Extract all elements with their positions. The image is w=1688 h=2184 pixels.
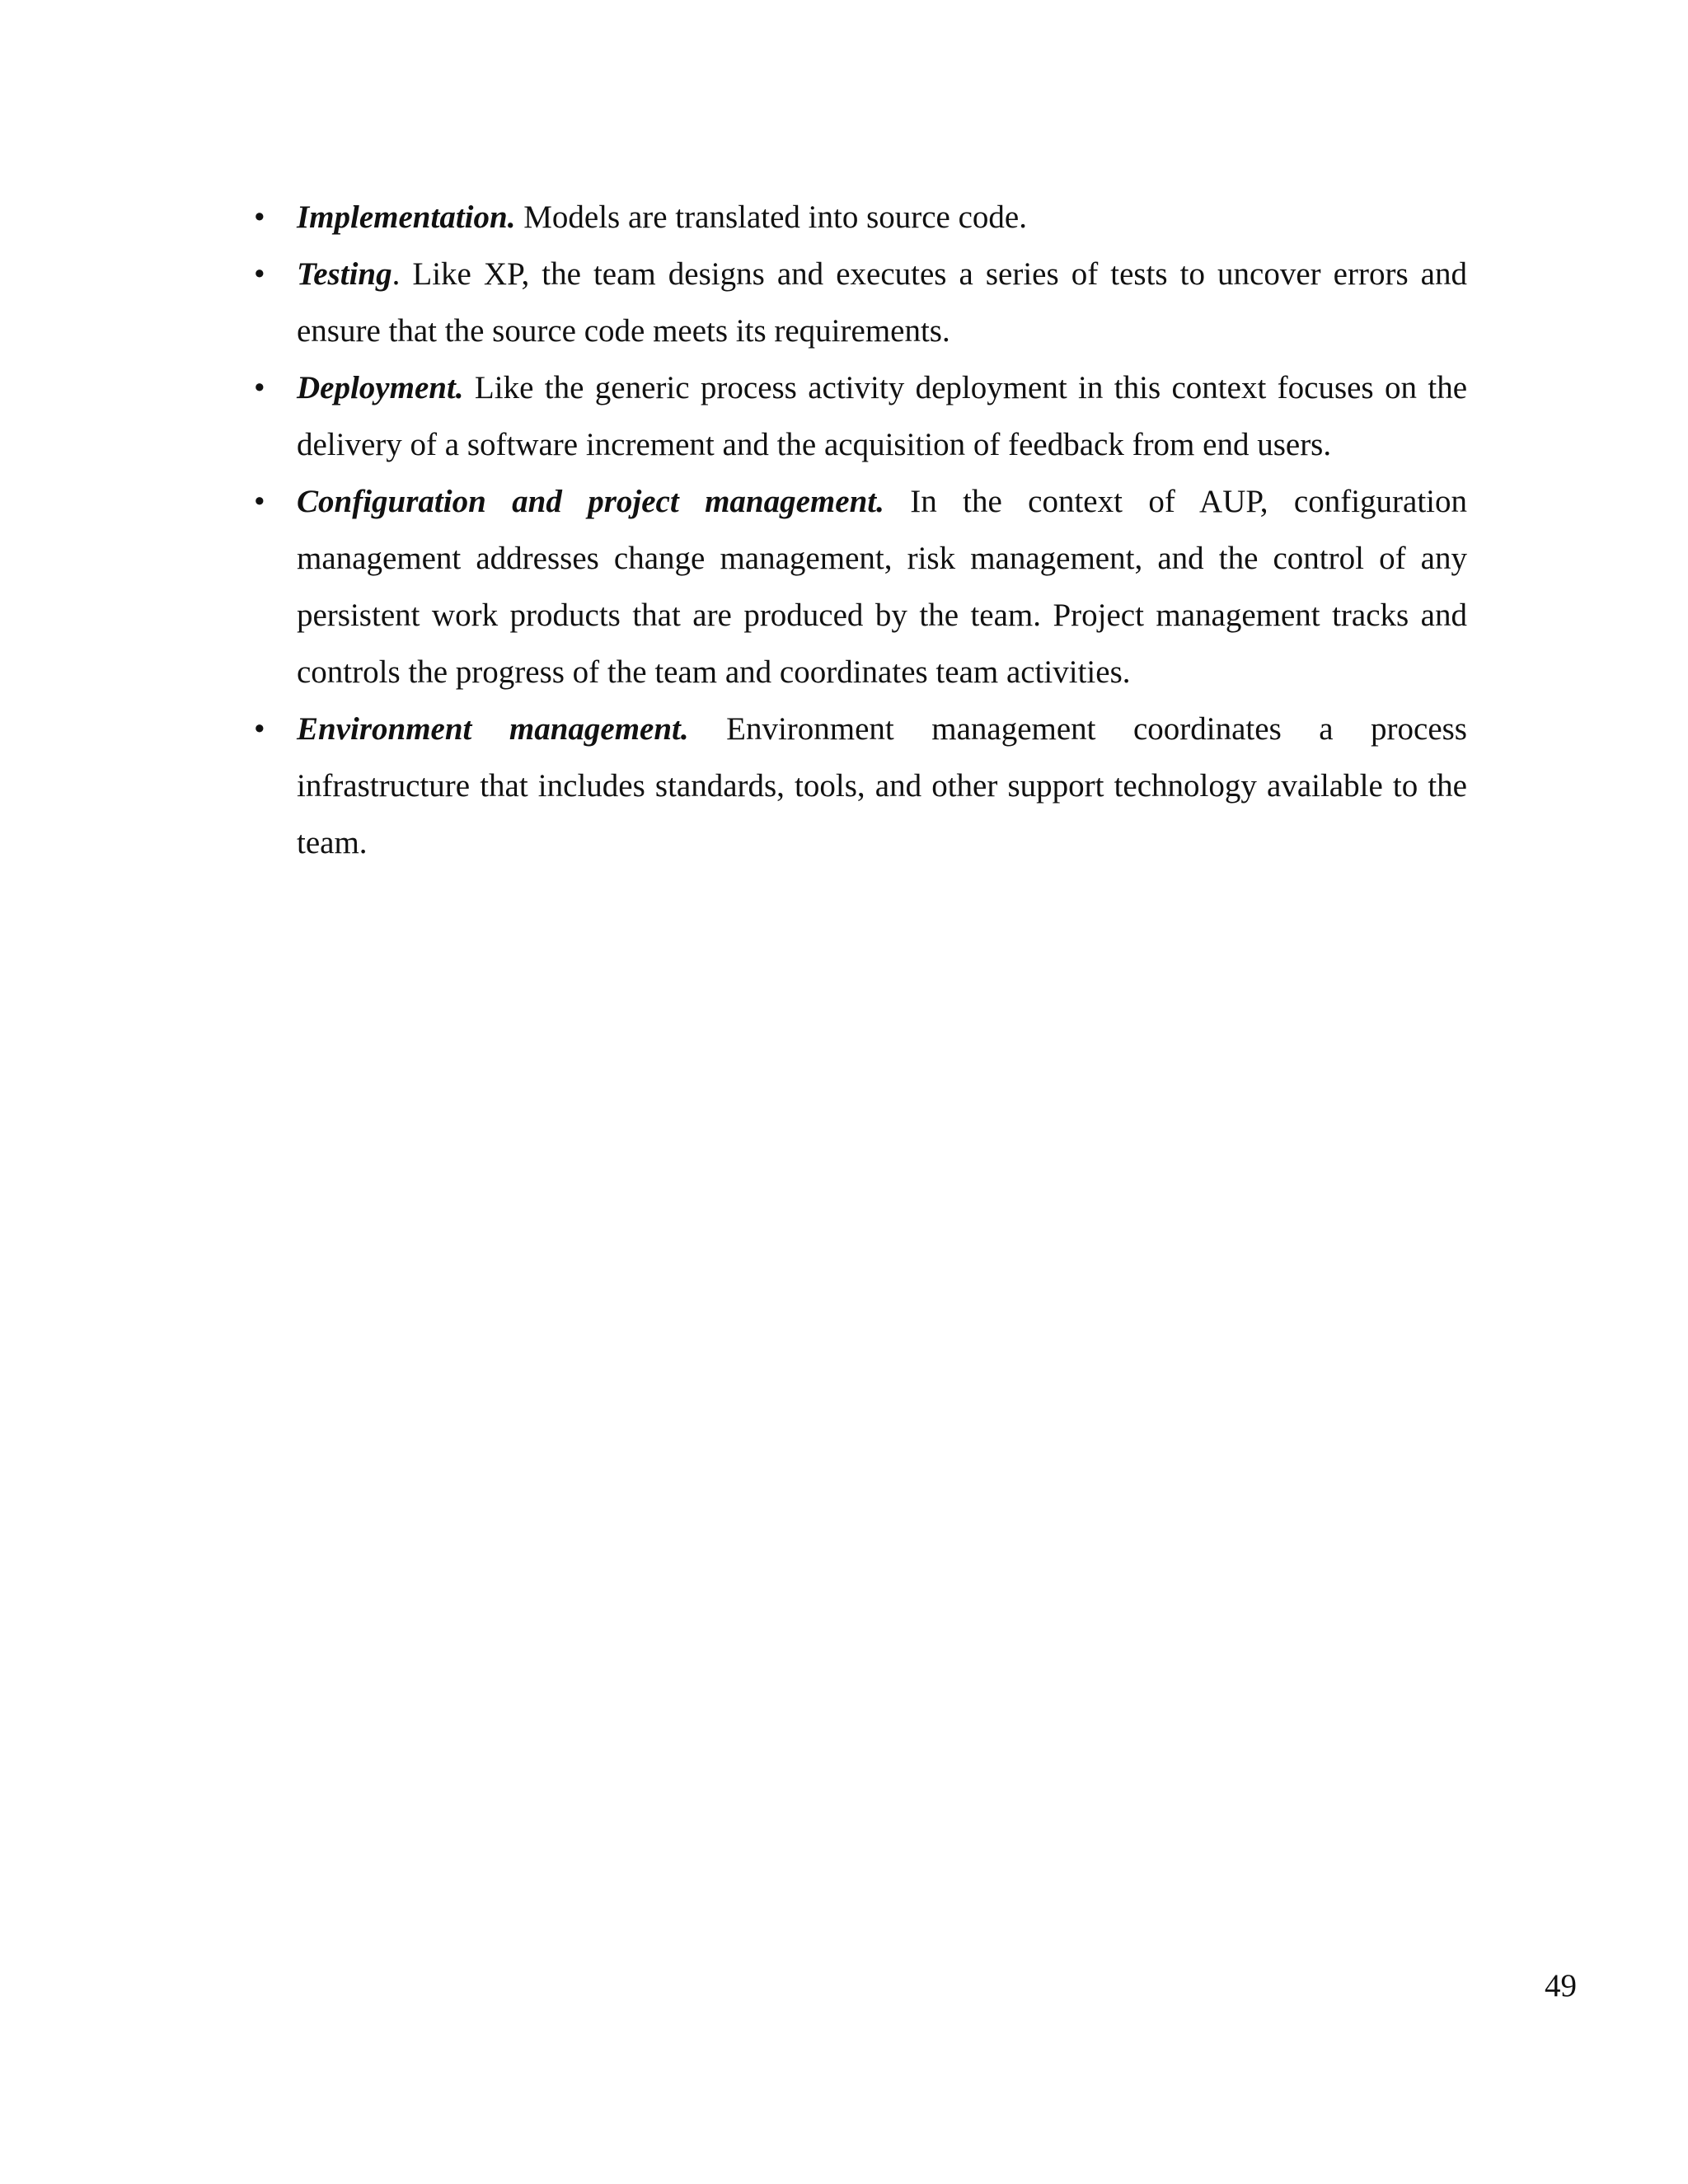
bullet-list	[247, 189, 1467, 871]
list-item-text	[297, 246, 1467, 359]
list-item-implementation	[247, 189, 1467, 246]
list-item-configuration-management	[247, 473, 1467, 701]
list-item-text	[297, 359, 1467, 473]
bullet-icon: •	[254, 199, 265, 235]
list-item-text	[297, 189, 1467, 246]
bullet-icon: •	[254, 256, 265, 292]
bullet-icon: •	[254, 370, 265, 405]
term-description: Like the generic process activity deployment in this context focuses on the delivery of a software increment and the acquisition of feedback from end users.	[297, 370, 1467, 462]
bullet-icon: •	[254, 484, 265, 519]
term-label: Configuration and project management.	[297, 484, 884, 519]
page-number: 49	[1545, 1968, 1577, 2004]
term-description: In the context of AUP, configuration management addresses change management, risk management, and the control of any persistent work products that are produced by the team. Project management tracks and controls the progress of the team and coordinates team activities.	[297, 484, 1467, 690]
term-description: . Like XP, the team designs and executes a series of tests to uncover errors and ensure that the source code meets its requirements.	[297, 256, 1467, 349]
list-item-environment-management	[247, 701, 1467, 871]
term-description: Environment management coordinates a process infrastructure that includes standards, tools, and other support technology available to the team.	[297, 711, 1467, 860]
list-item-text	[297, 701, 1467, 871]
term-label: Implementation.	[297, 199, 516, 235]
list-item-testing	[247, 246, 1467, 359]
term-label: Testing	[297, 256, 392, 292]
term-label: Environment management.	[297, 711, 689, 747]
list-item-deployment	[247, 359, 1467, 473]
bullet-icon: •	[254, 711, 265, 747]
term-description: Models are translated into source code.	[515, 199, 1027, 235]
list-item-text	[297, 473, 1467, 701]
term-label: Deployment.	[297, 370, 464, 405]
